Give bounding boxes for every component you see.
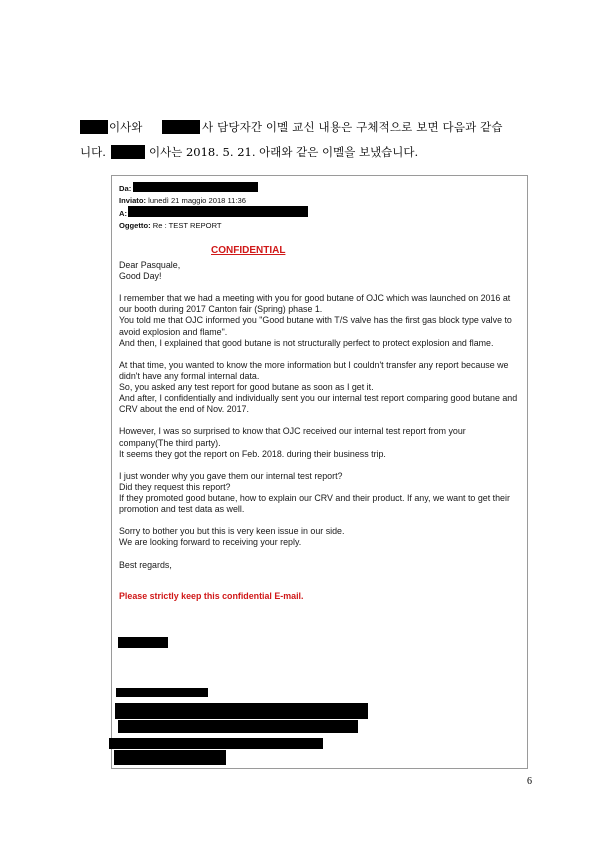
paragraph-3b: It seems they got the report on Feb. 2018. during their business trip. (119, 448, 386, 459)
header-oggetto (119, 221, 222, 230)
header-inviato-value: lunedì 21 maggio 2018 11:36 (148, 196, 246, 205)
paragraph-4c: If they promoted good butane, how to explain our CRV and their product. If any, we want to get their promotion and test data as well. (119, 492, 510, 515)
paragraph-1b: You told me that OJC informed you "Good butane with T/S valve has the first gas block type valve to avoid explosion and flame". (119, 315, 512, 337)
korean-line-1a: 이사와 (109, 120, 143, 134)
email-body (119, 260, 519, 613)
redaction-address-2 (118, 720, 358, 733)
redaction-company-1 (162, 120, 200, 134)
greeting: Dear Pasquale, (119, 260, 181, 270)
korean-line-2a: 니다. (80, 145, 106, 159)
confidential-warning: Please strictly keep this confidential E-mail. (119, 590, 304, 601)
paragraph-2: At that time, you wanted to know the more information but I couldn't transfer any report because we didn't have any formal internal data. (119, 359, 509, 381)
korean-line-1b: 사 담당자간 이멜 교신 내용은 구체적으로 보면 다음과 같습 (202, 120, 503, 134)
paragraph-2b: So, you asked any test report for good butane as soon as I get it. (119, 382, 374, 393)
paragraph-5: Sorry to bother you but this is very keen issue in our side. (119, 526, 345, 537)
redaction-contact-2 (114, 750, 226, 765)
header-oggetto-value: Re : TEST REPORT (152, 221, 222, 230)
header-inviato (119, 196, 246, 205)
paragraph-4: I just wonder why you gave them our internal test report? (119, 470, 343, 481)
signature-redaction-space (119, 571, 519, 591)
paragraph-1c: And then, I explained that good butane is not structurally perfect to protect explosion and flame. (119, 337, 494, 348)
header-oggetto-label: Oggetto: (119, 221, 151, 230)
redaction-company-name (116, 688, 208, 697)
korean-line-2b: 이사는 2018. 5. 21. 아래와 같은 이멜을 보냈습니다. (149, 145, 419, 159)
paragraph-1: I remember that we had a meeting with you for good butane of OJC which was launched on 2016 at our booth during 2017 Canton fair (Spring) phase 1. (119, 293, 511, 315)
redaction-name-2 (111, 145, 145, 159)
redaction-address-1 (115, 703, 368, 719)
paragraph-4b: Did they request this report? (119, 481, 231, 492)
redaction-contact-1 (109, 738, 323, 749)
redaction-recipient (128, 206, 308, 217)
paragraph-5b: We are looking forward to receiving your reply. (119, 537, 302, 548)
confidential-heading: CONFIDENTIAL (211, 245, 286, 256)
paragraph-3: However, I was so surprised to know that OJC received our internal test report from your company(The third party). (119, 426, 466, 448)
redaction-name-1 (80, 120, 108, 134)
redaction-signature-name (118, 637, 168, 648)
paragraph-2c: And after, I confidentially and individually sent you our internal test report comparing good butane and CRV about the end of Nov. 2017. (119, 393, 518, 415)
closing: Best regards, (119, 559, 172, 570)
greeting-2: Good Day! (119, 271, 162, 282)
header-da-label: Da: (119, 184, 132, 193)
redaction-sender (133, 182, 258, 192)
header-a-label: A: (119, 209, 128, 218)
page-number: 6 (527, 776, 532, 787)
header-inviato-label: Inviato: (119, 196, 147, 205)
